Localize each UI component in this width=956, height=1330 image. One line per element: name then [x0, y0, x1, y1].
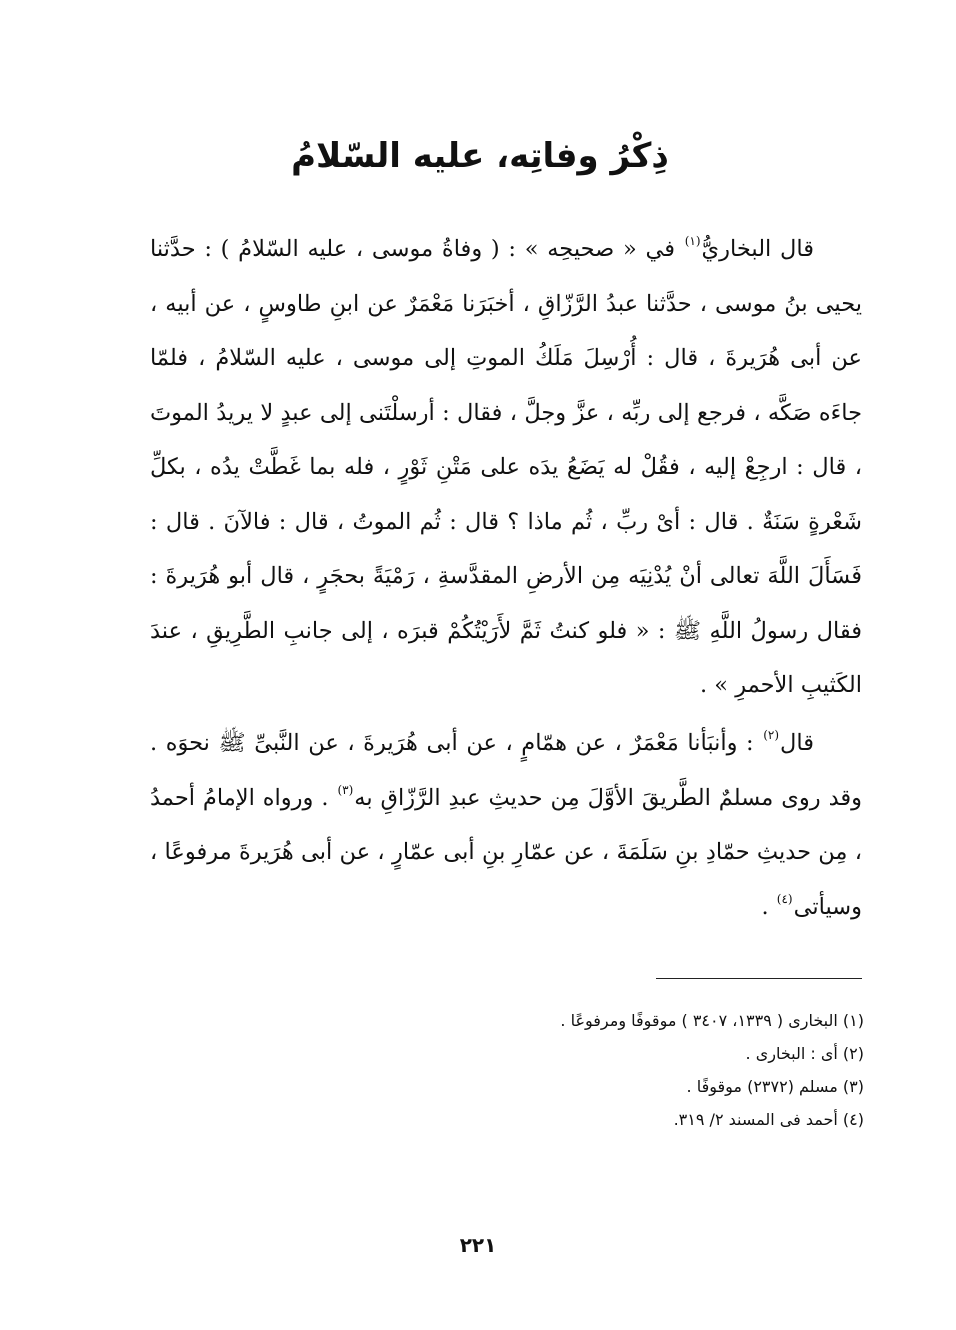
footnote-ref-4: (٤)	[776, 891, 793, 906]
paragraph-2-text-c: . ورواه الإمامُ أحمدُ ، مِن حديثِ حمّادِ بنِ سَلَمَةَ ، عن عمّارِ بنِ أبى عمّارٍ ، عن أبى هُرَيرةَ مرفوعًا ، وسيأتى	[150, 784, 862, 920]
page-number: ٢٢١	[459, 1233, 497, 1257]
body-paragraph-1	[150, 222, 862, 713]
page-title: ذِكْرُ وفاتِه، عليه السّلامُ	[291, 136, 669, 176]
footnote-ref-2: (٢)	[763, 728, 780, 743]
footnote-ref-1: (١)	[684, 234, 701, 249]
footnote-divider	[656, 978, 862, 979]
footnote-1: (١) البخارى ( ١٣٣٩، ٣٤٠٧ ) موقوفًا ومرفوعًا .	[560, 1011, 864, 1030]
footnote-4: (٤) أحمد فى المسند ٢/ ٣١٩.	[673, 1110, 864, 1129]
body-paragraph-2	[150, 716, 862, 934]
footnote-3: (٣) مسلم (٢٣٧٢) موقوفًا .	[686, 1077, 864, 1096]
paragraph-1-text-b: في « صحيحِه » : ( وفاةُ موسى ، عليه السّلامُ ) : حدَّثنا يحيى بنُ موسى ، حدَّثنا عبدُ الرَّزّاقِ ، أخبَرَنا مَعْمَرٌ عن ابنِ طاوسٍ ، عن أبيه ، عن أبى هُرَيرةَ ، قال : أُرْسِلَ مَلَكُ الموتِ إلى موسى ، عليه السّلامُ ، فلمّا جاءَه صَكَّه ، فرجع إلى ربِّه ، عزَّ وجلَّ ، فقال : أرسلْتَنى إلى عبدٍ لا يريدُ الموتَ ، قال : ارجِعْ إليه ، فقُلْ له يَضَعُ يدَه على مَتْنِ ثَوْرٍ ، فله بما غَطَّتْ يدُه ، بكلِّ شَعْرةٍ سَنَةٌ . قال : أىْ ربِّ ، ثُم ماذا ؟ قال : ثُم الموتُ ، قال : فالآنَ . قال : فَسَأَلَ اللَّهَ تعالى أنْ يُدْنِيَه مِن الأرضِ المقدَّسةِ ، رَمْيَةً بحجَرٍ ، قال أبو هُرَيرةَ : فقال رسولُ اللَّهِ ﷺ : « فلو كنتُ ثَمَّ لأَرَيْتُكُمْ قبرَه ، إلى جانبِ الطَّرِيقِ ، عندَ الكَثيبِ الأحمرِ » .	[150, 236, 862, 698]
paragraph-2-text-d: .	[761, 893, 776, 920]
paragraph-1-text-a: قال البخاريُّ	[701, 236, 814, 262]
footnote-ref-3: (٣)	[337, 782, 354, 797]
paragraph-2-text-a: قال	[780, 730, 814, 756]
footnotes-list	[440, 1004, 864, 1136]
footnote-2: (٢) أى : البخارى .	[745, 1044, 864, 1063]
paragraph-2-text-b: : وأنبَأنا مَعْمَرٌ ، عن همّامٍ ، عن أبى هُرَيرةَ ، عن النَّبىِّ ﷺ نحوَه . وقد روى مسلمٌ الطَّريقَ الأوَّلَ مِن حديثِ عبدِ الرَّزّاقِ به	[150, 730, 862, 811]
